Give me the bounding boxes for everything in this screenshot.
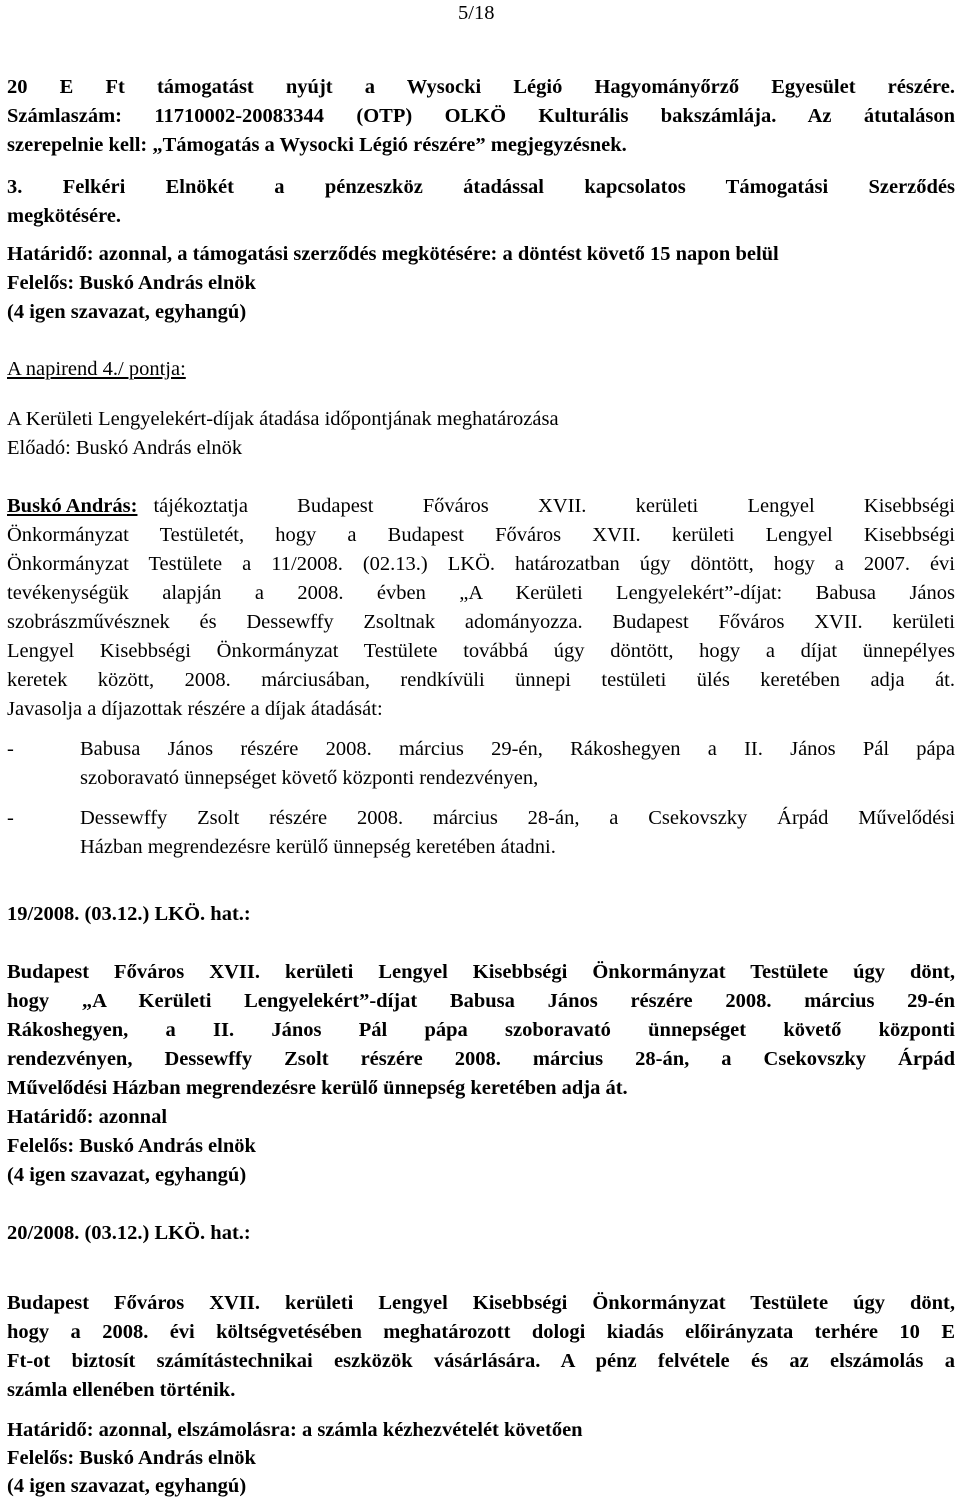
intro-responsible: Felelős: Buskó András elnök — [7, 272, 256, 294]
speech-line-3: Önkormányzat Testülete a 11/2008. (02.13.) LKÖ. határozatban úgy döntött, hogy a 2007. évi — [7, 553, 955, 575]
speech-line-8: Javasolja a díjazottak részére a díjak átadását: — [7, 698, 383, 720]
resolution-19-vote: (4 igen szavazat, egyhangú) — [7, 1164, 247, 1186]
resolution-20-deadline: Határidő: azonnal, elszámolásra: a számla kézhezvételét követően — [7, 1419, 583, 1441]
speech-line-1-text: tájékoztatja Budapest Főváros XVII. kerületi Lengyel Kisebbségi — [153, 495, 955, 517]
agenda-heading: A napirend 4./ pontja: — [7, 358, 186, 380]
bullet-1-line-2: szoboravató ünnepséget követő központi rendezvényen, — [80, 767, 539, 789]
resolution-19-line-4: rendezvényen, Dessewffy Zsolt részére 2008. március 28-án, a Csekovszky Árpád — [7, 1048, 955, 1070]
speech-line-4: tevékenységük alapján a 2008. évben „A Kerületi Lengyelekért”-díjat: Babusa János — [7, 582, 955, 604]
resolution-20-line-3: Ft-ot biztosít számítástechnikai eszközök vásárlására. A pénz felvétele és az elszámolás a — [7, 1350, 955, 1372]
speech-line-2: Önkormányzat Testületét, hogy a Budapest Főváros XVII. kerületi Lengyel Kisebbségi — [7, 524, 955, 546]
intro-line-3: szerepelnie kell: „Támogatás a Wysocki Légió részére” megjegyzésnek. — [7, 134, 627, 156]
resolution-19-number: 19/2008. (03.12.) LKÖ. hat.: — [7, 903, 251, 925]
resolution-19-responsible: Felelős: Buskó András elnök — [7, 1135, 256, 1157]
resolution-20-line-2: hogy a 2008. évi költségvetésében meghatározott dologi kiadás előirányzata terhére 10 E — [7, 1321, 955, 1343]
speaker-name: Buskó András: — [7, 495, 138, 517]
resolution-20-vote: (4 igen szavazat, egyhangú) — [7, 1475, 247, 1497]
bullet-1-line-1: Babusa János részére 2008. március 29-én, Rákoshegyen a II. János Pál pápa — [80, 738, 955, 760]
resolution-19-line-3: Rákoshegyen, a II. János Pál pápa szoboravató ünnepséget követő központi — [7, 1019, 955, 1041]
intro-line-1: 20 E Ft támogatást nyújt a Wysocki Légió Hagyományőrző Egyesület részére. — [7, 76, 955, 98]
agenda-title: A Kerületi Lengyelekért-díjak átadása időpontjának meghatározása — [7, 408, 559, 430]
intro-line-4: 3. Felkéri Elnökét a pénzeszköz átadással kapcsolatos Támogatási Szerződés — [7, 176, 955, 198]
resolution-20-responsible: Felelős: Buskó András elnök — [7, 1447, 256, 1469]
bullet-2-line-1: Dessewffy Zsolt részére 2008. március 28-án, a Csekovszky Árpád Művelődési — [80, 807, 955, 829]
bullet-marker-2: - — [7, 807, 14, 829]
resolution-20-line-4: számla ellenében történik. — [7, 1379, 236, 1401]
intro-deadline: Határidő: azonnal, a támogatási szerződés megkötésére: a döntést követő 15 napon belül — [7, 243, 779, 265]
speech-line-7: keretek között, 2008. márciusában, rendkívüli ünnepi testületi ülés keretében adja át. — [7, 669, 955, 691]
agenda-presenter: Előadó: Buskó András elnök — [7, 437, 243, 459]
bullet-2-line-2: Házban megrendezésre kerülő ünnepség keretében átadni. — [80, 836, 556, 858]
intro-vote: (4 igen szavazat, egyhangú) — [7, 301, 247, 323]
speech-line-5: szobrászművésznek és Dessewffy Zsoltnak adományozza. Budapest Főváros XVII. kerületi — [7, 611, 955, 633]
intro-line-5: megkötésére. — [7, 205, 122, 227]
intro-line-2: Számlaszám: 11710002-20083344 (OTP) OLKÖ Kulturális bakszámlája. Az átutaláson — [7, 105, 955, 127]
speech-line-1 — [7, 492, 955, 520]
resolution-19-line-2: hogy „A Kerületi Lengyelekért”-díjat Babusa János részére 2008. március 29-én — [7, 990, 955, 1012]
resolution-19-line-1: Budapest Főváros XVII. kerületi Lengyel Kisebbségi Önkormányzat Testülete úgy dönt, — [7, 961, 955, 983]
resolution-19-deadline: Határidő: azonnal — [7, 1106, 168, 1128]
resolution-20-line-1: Budapest Főváros XVII. kerületi Lengyel Kisebbségi Önkormányzat Testülete úgy dönt, — [7, 1292, 955, 1314]
page-number: 5/18 — [458, 2, 495, 24]
resolution-19-line-5: Művelődési Házban megrendezésre kerülő ünnepség keretében adja át. — [7, 1077, 628, 1099]
bullet-marker-1: - — [7, 738, 14, 760]
speech-line-6: Lengyel Kisebbségi Önkormányzat Testülete továbbá úgy döntött, hogy a díjat ünnepélyes — [7, 640, 955, 662]
resolution-20-number: 20/2008. (03.12.) LKÖ. hat.: — [7, 1222, 251, 1244]
